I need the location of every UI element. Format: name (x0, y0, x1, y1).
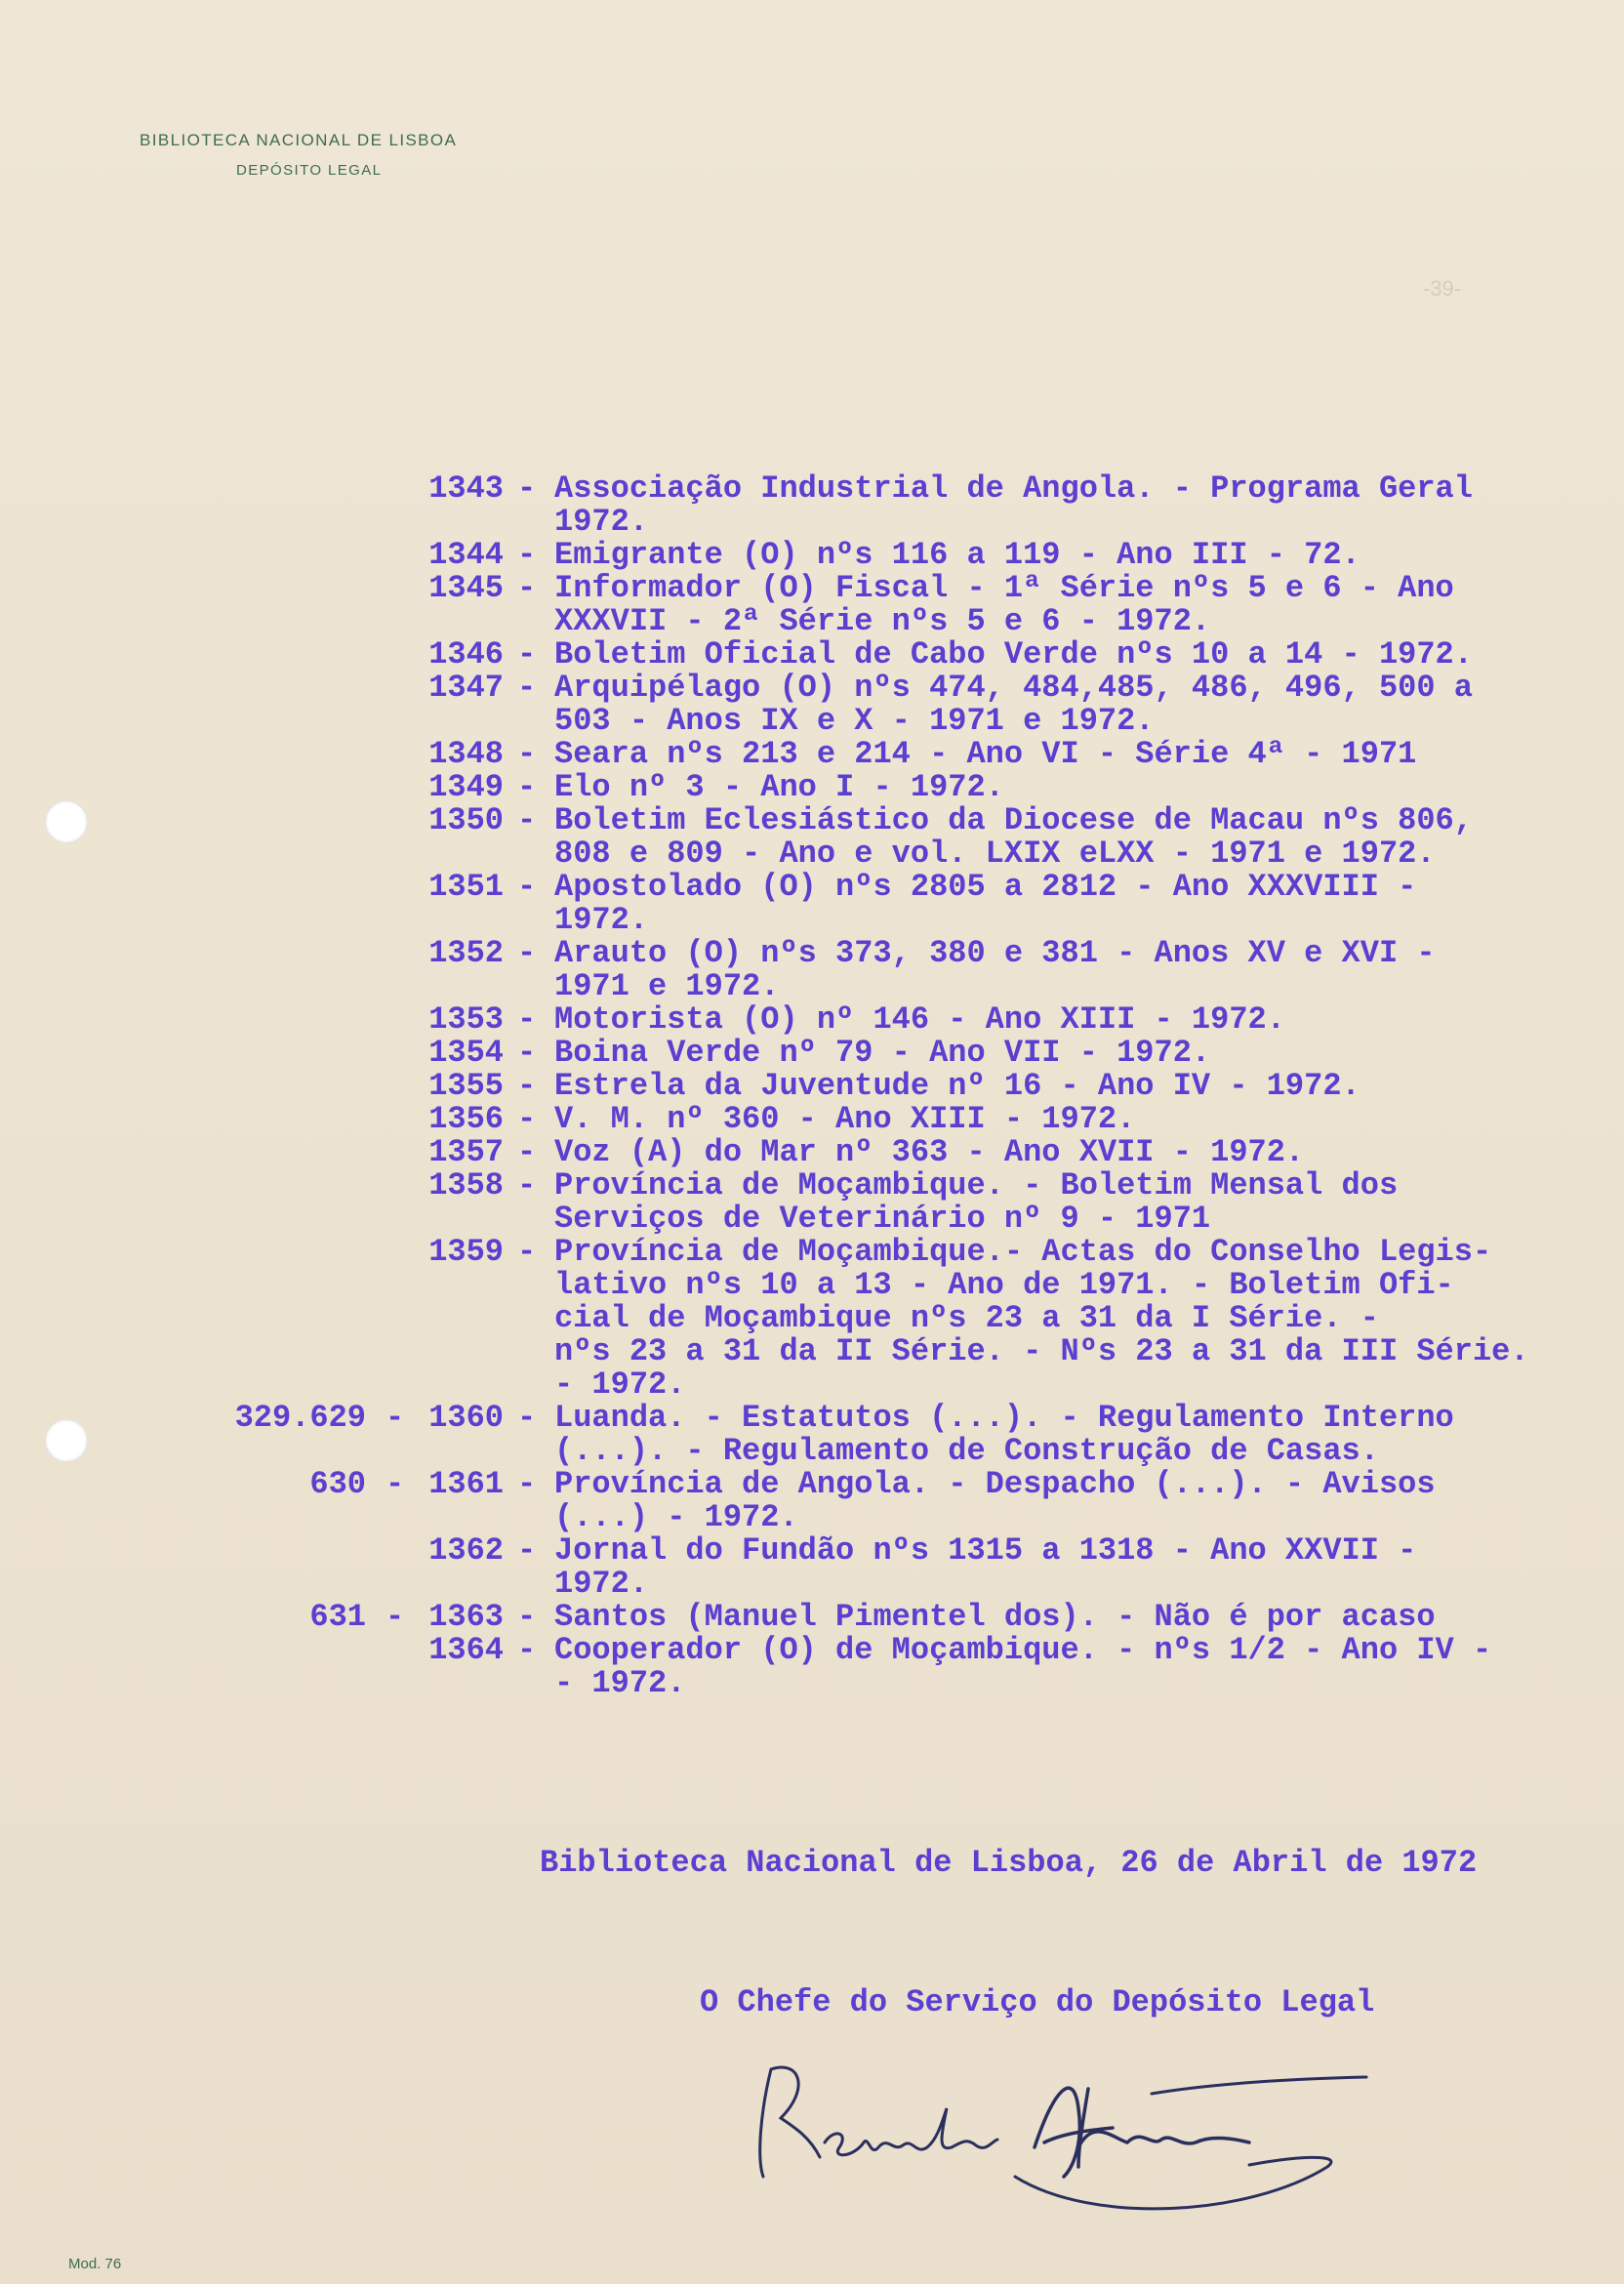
entry-dash: - (517, 1632, 537, 1668)
entry-text-line: Arquipélago (O) nºs 474, 484,485, 486, 496, 500 a (554, 670, 1473, 706)
deposit-entry (0, 1634, 1624, 1700)
letterhead-institution: BIBLIOTECA NACIONAL DE LISBOA (140, 131, 458, 149)
entry-text-line: Jornal do Fundão nºs 1315 a 1318 - Ano XXVII - (554, 1532, 1417, 1569)
deposit-entry (0, 738, 1624, 771)
entry-dash: - (517, 537, 537, 573)
entry-text-line: (...). - Regulamento de Construção de Casas. (554, 1433, 1379, 1469)
entry-dash: - (517, 1599, 537, 1635)
entry-number: 1352 (428, 935, 504, 971)
deposit-entry (0, 1070, 1624, 1103)
deposit-entry (0, 1402, 1624, 1468)
entry-text-line: V. M. nº 360 - Ano XIII - 1972. (554, 1101, 1136, 1137)
deposit-entry (0, 937, 1624, 1003)
entry-number: 1350 (428, 802, 504, 838)
deposit-entry (0, 1003, 1624, 1037)
deposit-entry (0, 771, 1624, 804)
entry-dash: - (517, 1167, 537, 1203)
entry-dash: - (517, 1101, 537, 1137)
deposit-entry (0, 1136, 1624, 1169)
catalog-reference: 329.629 (234, 1400, 366, 1436)
entry-text-line: - 1972. (554, 1366, 686, 1403)
reference-dash: - (386, 1599, 405, 1635)
entry-dash: - (517, 736, 537, 772)
entry-text-line: Motorista (O) nº 146 - Ano XIII - 1972. (554, 1001, 1285, 1038)
entry-dash: - (517, 1466, 537, 1502)
entry-text-line: 1972. (554, 504, 649, 540)
entry-number: 1343 (428, 470, 504, 507)
entry-number: 1355 (428, 1068, 504, 1104)
entry-number: 1348 (428, 736, 504, 772)
entry-text-line: Informador (O) Fiscal - 1ª Série nºs 5 e 6 - Ano (554, 570, 1454, 606)
deposit-entry (0, 1103, 1624, 1136)
entry-dash: - (517, 1134, 537, 1170)
reference-dash: - (386, 1466, 405, 1502)
entry-text-line: Seara nºs 213 e 214 - Ano VI - Série 4ª - 1971 (554, 736, 1417, 772)
entry-text-line: Cooperador (O) de Moçambique. - nºs 1/2 - Ano IV - (554, 1632, 1492, 1668)
entry-number: 1364 (428, 1632, 504, 1668)
entry-text-line: 1972. (554, 902, 649, 938)
entry-text-line: 1972. (554, 1566, 649, 1602)
deposit-entry (0, 871, 1624, 937)
entry-number: 1347 (428, 670, 504, 706)
entry-dash: - (517, 869, 537, 905)
reference-dash: - (386, 1400, 405, 1436)
entry-text-line: Apostolado (O) nºs 2805 a 2812 - Ano XXXVIII - (554, 869, 1417, 905)
deposit-entry (0, 472, 1624, 539)
entry-number: 1344 (428, 537, 504, 573)
entry-text-line: (...) - 1972. (554, 1499, 798, 1535)
deposit-entry (0, 804, 1624, 871)
entry-text-line: cial de Moçambique nºs 23 a 31 da I Série. - (554, 1300, 1379, 1336)
deposit-entries-list (0, 472, 1624, 1700)
entry-text-line: Arauto (O) nºs 373, 380 e 381 - Anos XV e XVI - (554, 935, 1436, 971)
entry-dash: - (517, 670, 537, 706)
entry-text-line: nºs 23 a 31 da II Série. - Nºs 23 a 31 da III Série. (554, 1333, 1529, 1369)
entry-text-line: Boletim Eclesiástico da Diocese de Macau nºs 806, (554, 802, 1473, 838)
entry-dash: - (517, 1035, 537, 1071)
deposit-entry (0, 672, 1624, 738)
entry-text-line: Província de Moçambique. - Boletim Mensal dos (554, 1167, 1399, 1203)
entry-dash: - (517, 570, 537, 606)
entry-text-line: Serviços de Veterinário nº 9 - 1971 (554, 1201, 1211, 1237)
entry-dash: - (517, 1532, 537, 1569)
handwritten-signature (742, 2050, 1386, 2264)
deposit-entry (0, 1236, 1624, 1402)
deposit-entry (0, 638, 1624, 672)
entry-text-line: Província de Angola. - Despacho (...). - Avisos (554, 1466, 1436, 1502)
entry-text-line: 1971 e 1972. (554, 968, 780, 1004)
entry-text-line: Voz (A) do Mar nº 363 - Ano XVII - 1972. (554, 1134, 1305, 1170)
deposit-entry (0, 1169, 1624, 1236)
deposit-entry (0, 539, 1624, 572)
entry-number: 1353 (428, 1001, 504, 1038)
entry-number: 1354 (428, 1035, 504, 1071)
entry-dash: - (517, 636, 537, 673)
deposit-entry (0, 1037, 1624, 1070)
entry-text-line: Elo nº 3 - Ano I - 1972. (554, 769, 1004, 805)
entry-dash: - (517, 769, 537, 805)
entry-number: 1359 (428, 1234, 504, 1270)
deposit-entry (0, 1468, 1624, 1534)
entry-number: 1358 (428, 1167, 504, 1203)
entry-number: 1361 (428, 1466, 504, 1502)
entry-text-line: - 1972. (554, 1665, 686, 1701)
entry-dash: - (517, 1068, 537, 1104)
entry-number: 1357 (428, 1134, 504, 1170)
entry-number: 1351 (428, 869, 504, 905)
entry-text-line: Boina Verde nº 79 - Ano VII - 1972. (554, 1035, 1211, 1071)
entry-number: 1363 (428, 1599, 504, 1635)
entry-text-line: Província de Moçambique.- Actas do Conselho Legis- (554, 1234, 1492, 1270)
page-number: -39- (1423, 276, 1462, 301)
entry-text-line: Boletim Oficial de Cabo Verde nºs 10 a 14 - 1972. (554, 636, 1473, 673)
entry-text-line: Luanda. - Estatutos (...). - Regulamento Interno (554, 1400, 1454, 1436)
entry-number: 1356 (428, 1101, 504, 1137)
deposit-entry (0, 1534, 1624, 1601)
entry-text-line: Santos (Manuel Pimentel dos). - Não é por acaso (554, 1599, 1436, 1635)
catalog-reference: 630 (309, 1466, 366, 1502)
entry-dash: - (517, 802, 537, 838)
entry-dash: - (517, 935, 537, 971)
form-code: Mod. 76 (68, 2256, 122, 2272)
entry-text-line: XXXVII - 2ª Série nºs 5 e 6 - 1972. (554, 603, 1211, 639)
deposit-entry (0, 1601, 1624, 1634)
entry-text-line: lativo nºs 10 a 13 - Ano de 1971. - Boletim Ofi- (554, 1267, 1454, 1303)
entry-dash: - (517, 1001, 537, 1038)
entry-text-line: 503 - Anos IX e X - 1971 e 1972. (554, 703, 1155, 739)
entry-text-line: Associação Industrial de Angola. - Programa Geral (554, 470, 1473, 507)
entry-number: 1360 (428, 1400, 504, 1436)
catalog-reference: 631 (309, 1599, 366, 1635)
letterhead-department: DEPÓSITO LEGAL (236, 162, 383, 179)
entry-text-line: Estrela da Juventude nº 16 - Ano IV - 1972. (554, 1068, 1360, 1104)
entry-dash: - (517, 470, 537, 507)
entry-number: 1345 (428, 570, 504, 606)
entry-dash: - (517, 1234, 537, 1270)
entry-number: 1362 (428, 1532, 504, 1569)
entry-number: 1349 (428, 769, 504, 805)
entry-text-line: Emigrante (O) nºs 116 a 119 - Ano III - 72. (554, 537, 1360, 573)
entry-dash: - (517, 1400, 537, 1436)
place-and-date: Biblioteca Nacional de Lisboa, 26 de Abril de 1972 (540, 1845, 1478, 1881)
signatory-title: O Chefe do Serviço do Depósito Legal (700, 1984, 1375, 2020)
entry-number: 1346 (428, 636, 504, 673)
entry-text-line: 808 e 809 - Ano e vol. LXIX eLXX - 1971 e 1972. (554, 836, 1436, 872)
deposit-entry (0, 572, 1624, 638)
